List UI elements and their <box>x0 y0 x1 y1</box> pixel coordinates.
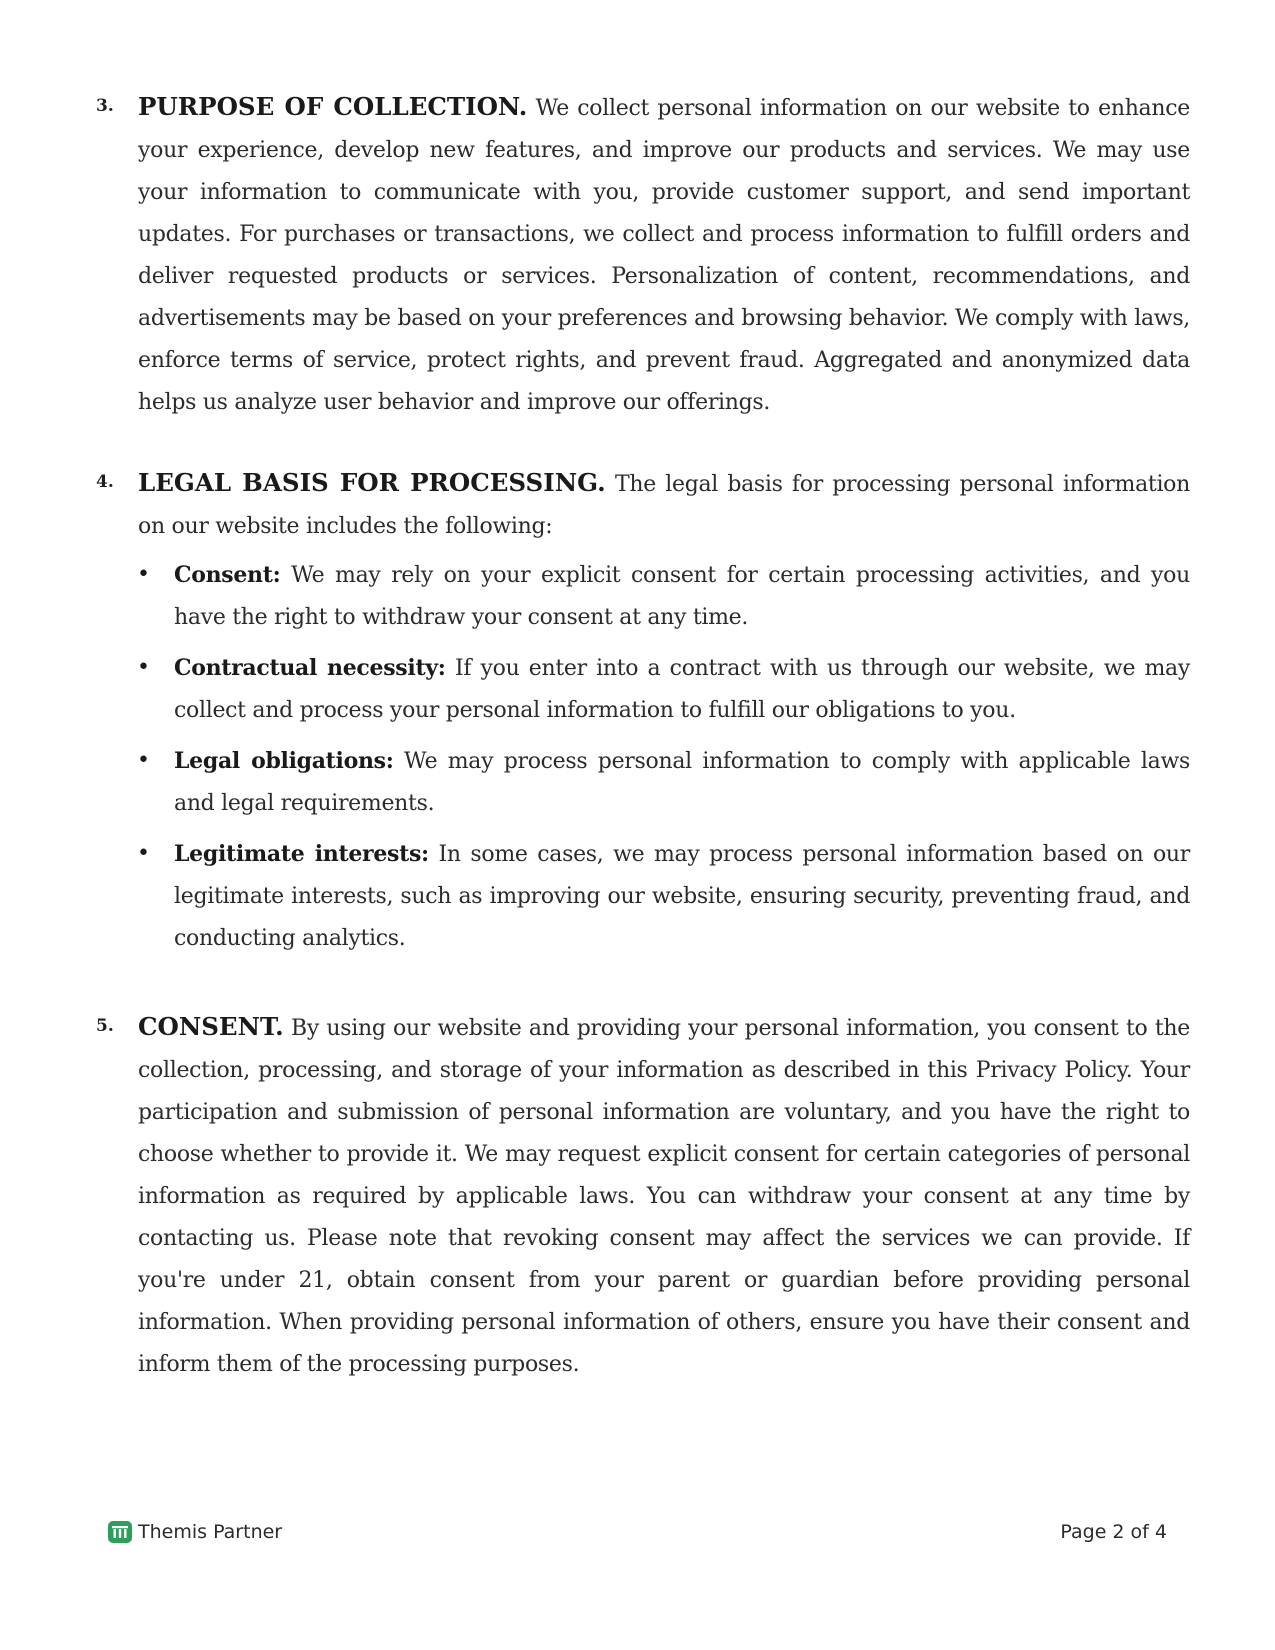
list-item-body: We may rely on your explicit consent for certain processing activities, and you have the right to withdraw your consent at any time. <box>174 563 1190 630</box>
list-item-label: Legal obligations: <box>174 748 394 774</box>
list-item-legitimate-interests <box>137 833 1190 960</box>
section-paragraph <box>138 1006 1190 1386</box>
section-text: We collect personal information on our website to enhance your experience, develop new features, and improve our products and services. We may use your information to communicate with you, provide customer support, and send important updates. For purchases or transactions, we collect and process information to fulfill orders and deliver requested products or services. Personalization of content, recommendations, and advertisements may be based on your preferences and browsing behavior. We comply with laws, enforce terms of service, protect rights, and prevent fraud. Aggregated and anonymized data helps us analyze user behavior and improve our offerings. <box>138 96 1190 415</box>
section-legal-basis <box>96 462 1190 968</box>
footer-brand-name: Themis Partner <box>138 1521 283 1543</box>
section-number: 3. <box>96 96 114 116</box>
list-item-legal-obligations <box>137 740 1190 825</box>
bullet-icon: • <box>137 841 150 866</box>
list-item-text <box>174 740 1190 825</box>
list-item-label: Consent: <box>174 562 281 588</box>
list-item-label: Legitimate interests: <box>174 841 429 867</box>
bullet-icon: • <box>137 748 150 773</box>
section-heading: CONSENT. <box>138 1012 284 1041</box>
section-purpose-of-collection <box>96 86 1190 424</box>
section-consent <box>96 1006 1190 1386</box>
section-text: By using our website and providing your personal information, you consent to the collection, processing, and storage of your information as described in this Privacy Policy. Your participation and submission of personal information are voluntary, and you have the right to choose whether to provide it. We may request explicit consent for certain categories of personal information as required by applicable laws. You can withdraw your consent at any time by contacting us. Please note that revoking consent may affect the services we can provide. If you're under 21, obtain consent from your parent or guardian before providing personal information. When providing personal information of others, ensure you have their consent and inform them of the processing purposes. <box>138 1016 1190 1377</box>
list-item-body: In some cases, we may process personal information based on our legitimate interests, such as improving our website, ensuring security, preventing fraud, and conducting analytics. <box>174 842 1191 951</box>
page-number: Page 2 of 4 <box>1060 1521 1167 1543</box>
section-paragraph <box>138 462 1190 968</box>
section-number: 4. <box>96 472 114 492</box>
bullet-icon: • <box>137 562 150 587</box>
section-number: 5. <box>96 1016 114 1036</box>
footer-brand <box>108 1521 282 1543</box>
list-item-body: We may process personal information to comply with applicable laws and legal requirements. <box>174 749 1190 816</box>
list-item-text <box>174 554 1190 639</box>
bullet-icon: • <box>137 655 150 680</box>
section-text: The legal basis for processing personal information on our website includes the following: <box>138 472 1190 539</box>
page-footer <box>108 1518 1167 1546</box>
themis-pillar-logo-icon <box>108 1521 132 1543</box>
list-item-text <box>174 833 1190 960</box>
document-body <box>96 86 1190 1424</box>
list-item-text <box>174 647 1190 732</box>
list-item-contractual-necessity <box>137 647 1190 732</box>
list-item-consent <box>137 554 1190 639</box>
list-item-body: If you enter into a contract with us through our website, we may collect and process your personal information to fulfill our obligations to you. <box>174 656 1190 723</box>
section-heading: LEGAL BASIS FOR PROCESSING. <box>138 468 606 497</box>
section-heading: PURPOSE OF COLLECTION. <box>138 92 528 121</box>
section-paragraph <box>138 86 1190 424</box>
list-item-label: Contractual necessity: <box>174 655 446 681</box>
legal-basis-list <box>138 554 1190 960</box>
